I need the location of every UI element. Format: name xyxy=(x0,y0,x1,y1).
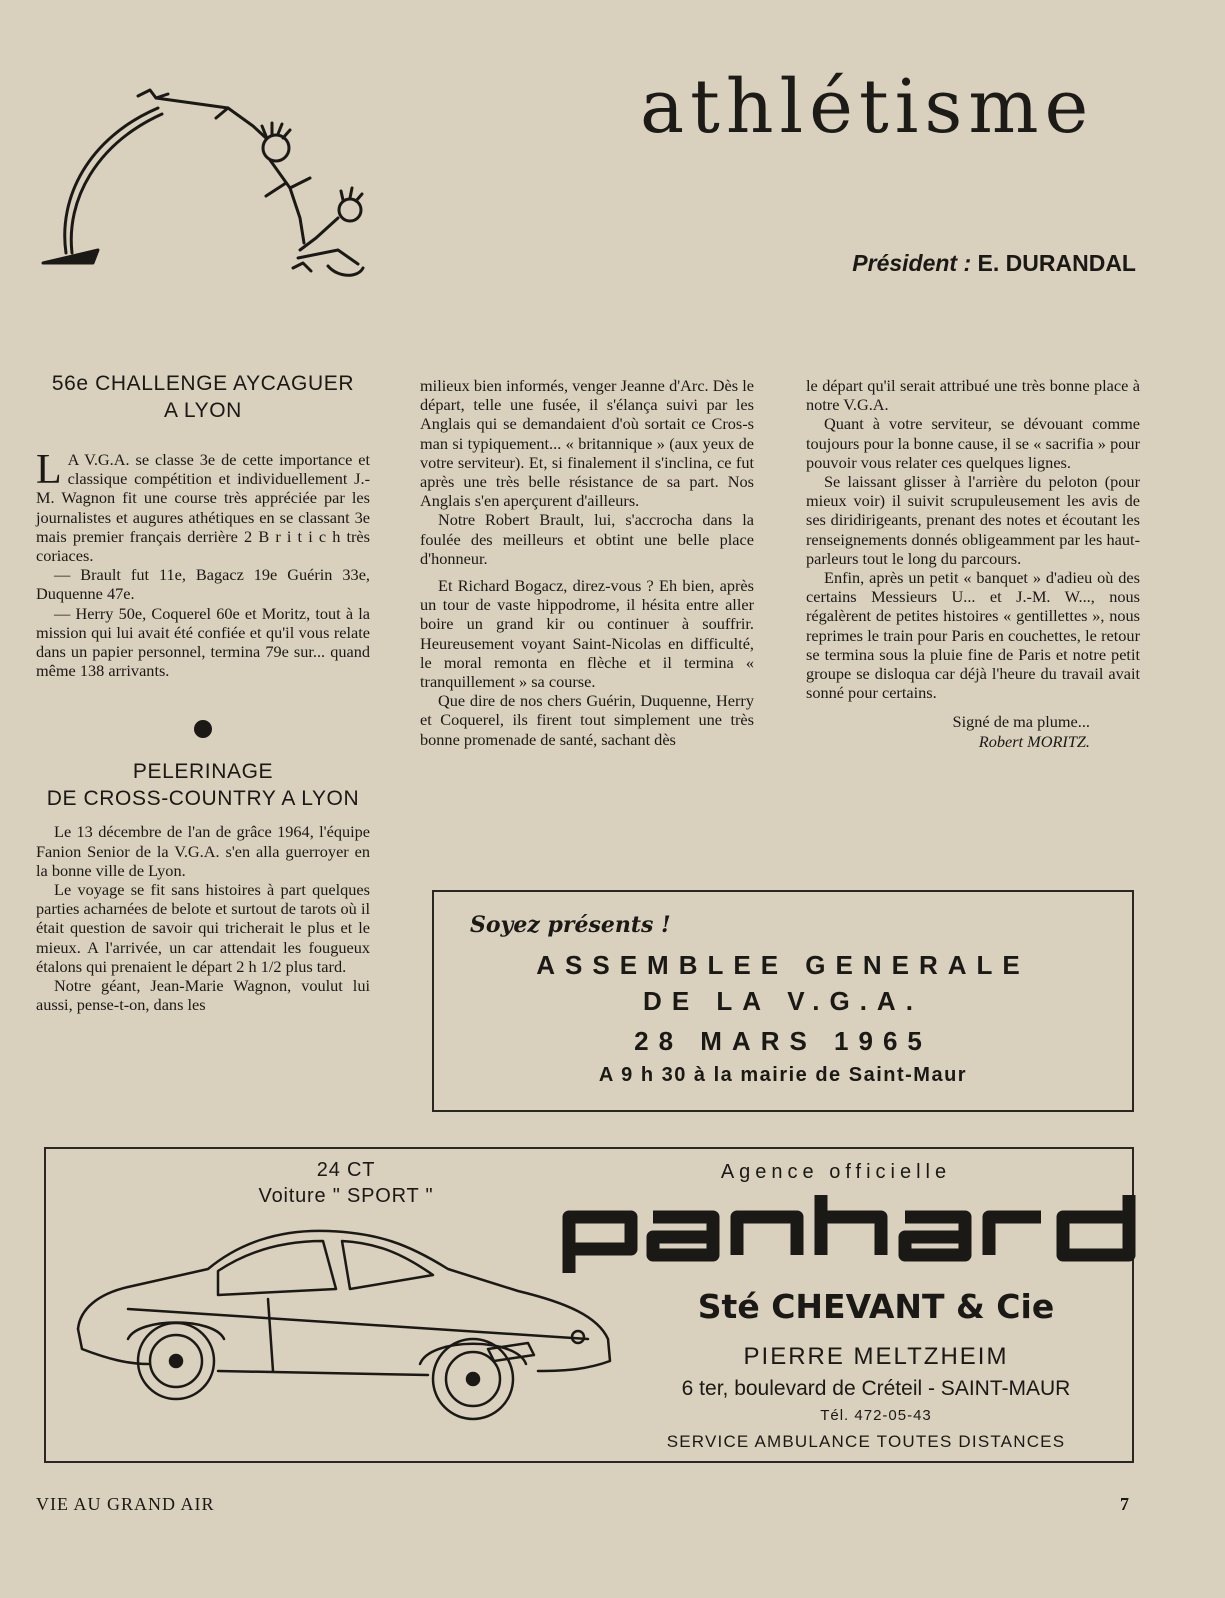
agency-label: Agence officielle xyxy=(720,1161,952,1183)
announcement-intro: Soyez présents ! xyxy=(470,912,671,938)
service-line: SERVICE AMBULANCE TOUTES DISTANCES xyxy=(666,1432,1066,1451)
announcement-date: 28 MARS 1965 xyxy=(634,1026,932,1056)
article2-paragraph: Le voyage se fit sans histoires à part quelques parties acharnées de belote et surtout de tarots où il était question de savoir qui tricherait le plus et le mieux. A l'arrivée, un car attendait les fougueux étalons qui prenaient le départ 2 h 1/2 plus tard. xyxy=(36,880,370,976)
car-illustration xyxy=(68,1199,628,1439)
president-name: E. DURANDAL xyxy=(977,250,1136,276)
page-number: 7 xyxy=(1120,1494,1129,1514)
article1-paragraph: — Brault fut 11e, Bagacz 19e Guérin 33e, Duquenne 47e. xyxy=(36,565,370,604)
article2-paragraph: Et Richard Bogacz, direz-vous ? Eh bien, après un tour de vaste hippodrome, il hésita entre aller boire un grand kir ou continuer à souffrir. Heureusement voyant Saint-Nicolas en difficulté, le moral remonta en flèche et il termina « tranquillement » sa course. xyxy=(420,576,754,692)
article2-heading-line1: PELERINAGE xyxy=(132,760,274,784)
article2-paragraph: Notre Robert Brault, lui, s'accrocha dans la foulée des meilleurs et obtint une belle place d'honneur. xyxy=(420,510,754,568)
general-assembly-announcement xyxy=(432,890,1134,1112)
announcement-line1: ASSEMBLEE GENERALE xyxy=(536,950,1030,980)
article2-paragraph: Enfin, après un petit « banquet » d'adieu où des certains Messieurs U... et J.-M. W..., nous régalèrent de petites histoires « gentillettes », nous reprimes le train pour Paris en couchettes, le retour se termina sous la pluie fine de Paris et notre petit groupe se disloqua car déjà l'heure du travail avait sonné pour certains. xyxy=(806,568,1140,703)
signature xyxy=(806,712,1140,750)
high-jump-cartoon-illustration xyxy=(38,78,388,288)
column-2 xyxy=(420,376,754,749)
signature-line1: Signé de ma plume... xyxy=(952,712,1090,732)
section-title: athlétisme xyxy=(640,64,1095,150)
car-type: Voiture " SPORT " xyxy=(258,1185,434,1207)
owner-name: PIERRE MELTZHEIM xyxy=(743,1343,1009,1370)
article2-heading-line2: DE CROSS-COUNTRY A LYON xyxy=(46,787,360,811)
column-1 xyxy=(36,370,370,1014)
announcement-line2: DE LA V.G.A. xyxy=(643,986,923,1016)
address: 6 ter, boulevard de Créteil - SAINT-MAUR xyxy=(681,1377,1071,1400)
article2-paragraph: milieux bien informés, venger Jeanne d'Arc. Dès le départ, telle une fusée, il s'élança suivi par les Anglais qui se demandaient d'où sortait ce Cros-s man si typiquement... « britannique » (aux yeux de votre serviteur). Et, si finalement il s'inclina, ce fut après une très belle résistance de sa part. Nos Anglais s'en aperçurent d'ailleurs. xyxy=(420,376,754,511)
panhard-logo xyxy=(561,1187,1151,1277)
car-model: 24 CT xyxy=(316,1159,376,1181)
president-label: Président : xyxy=(852,250,972,276)
article1-heading-line1: 56e CHALLENGE AYCAGUER xyxy=(51,372,355,395)
magazine-name: VIE AU GRAND AIR xyxy=(36,1494,215,1514)
company-name: Sté CHEVANT & Cie xyxy=(697,1287,1055,1326)
article2-paragraph: Le 13 décembre de l'an de grâce 1964, l'équipe Fanion Senior de la V.G.A. s'en alla guerroyer en la bonne ville de Lyon. xyxy=(36,822,370,880)
article1-dropcap: L xyxy=(36,447,62,493)
signature-author: Robert MORITZ. xyxy=(978,731,1090,751)
article1-paragraph-text: A V.G.A. se classe 3e de cette importance et classique compétition et individuellement J.-M. Wagnon fit une course très appréciée par les journalistes et augures athétiques en se classant 3e mais premier français derrière 2 B r i t i c h très coriaces. xyxy=(36,450,370,566)
phone-number: Tél. 472-05-43 xyxy=(820,1407,932,1424)
article2-paragraph: le départ qu'il serait attribué une très bonne place à notre V.G.A. xyxy=(806,376,1140,415)
president-line xyxy=(690,250,1136,277)
section-separator-bullet xyxy=(194,720,212,738)
announcement-time-place: A 9 h 30 à la mairie de Saint-Maur xyxy=(598,1064,968,1086)
article2-paragraph: Notre géant, Jean-Marie Wagnon, voulut lui aussi, pense-t-on, dans les xyxy=(36,976,370,1015)
article1-heading-line2: A LYON xyxy=(164,399,242,422)
column-3 xyxy=(806,376,1140,751)
article2-paragraph: Se laissant glisser à l'arrière du peloton (pour mieux voir) il suivit scrupuleusement les avis de ses diridirigeants, prenant des notes et écoutant les renseignements donnés obligeamment par les haut-parleurs tout le long du parcours. xyxy=(806,472,1140,568)
panhard-advertisement xyxy=(44,1147,1134,1463)
article2-paragraph: Quant à votre serviteur, se dévouant comme toujours pour la bonne cause, il se « sacrifia » pour pouvoir vous relater ces quelques lignes. xyxy=(806,414,1140,472)
article2-paragraph: Que dire de nos chers Guérin, Duquenne, Herry et Coquerel, ils firent tout simplement une très bonne promenade de santé, sachant dès xyxy=(420,691,754,749)
article1-paragraph: — Herry 50e, Coquerel 60e et Moritz, tout à la mission qui lui avait été confiée et qu'il vous relate dans un papier personnel, termina 79e sur... quand même 138 arrivants. xyxy=(36,603,370,681)
article1-paragraph xyxy=(36,447,370,566)
